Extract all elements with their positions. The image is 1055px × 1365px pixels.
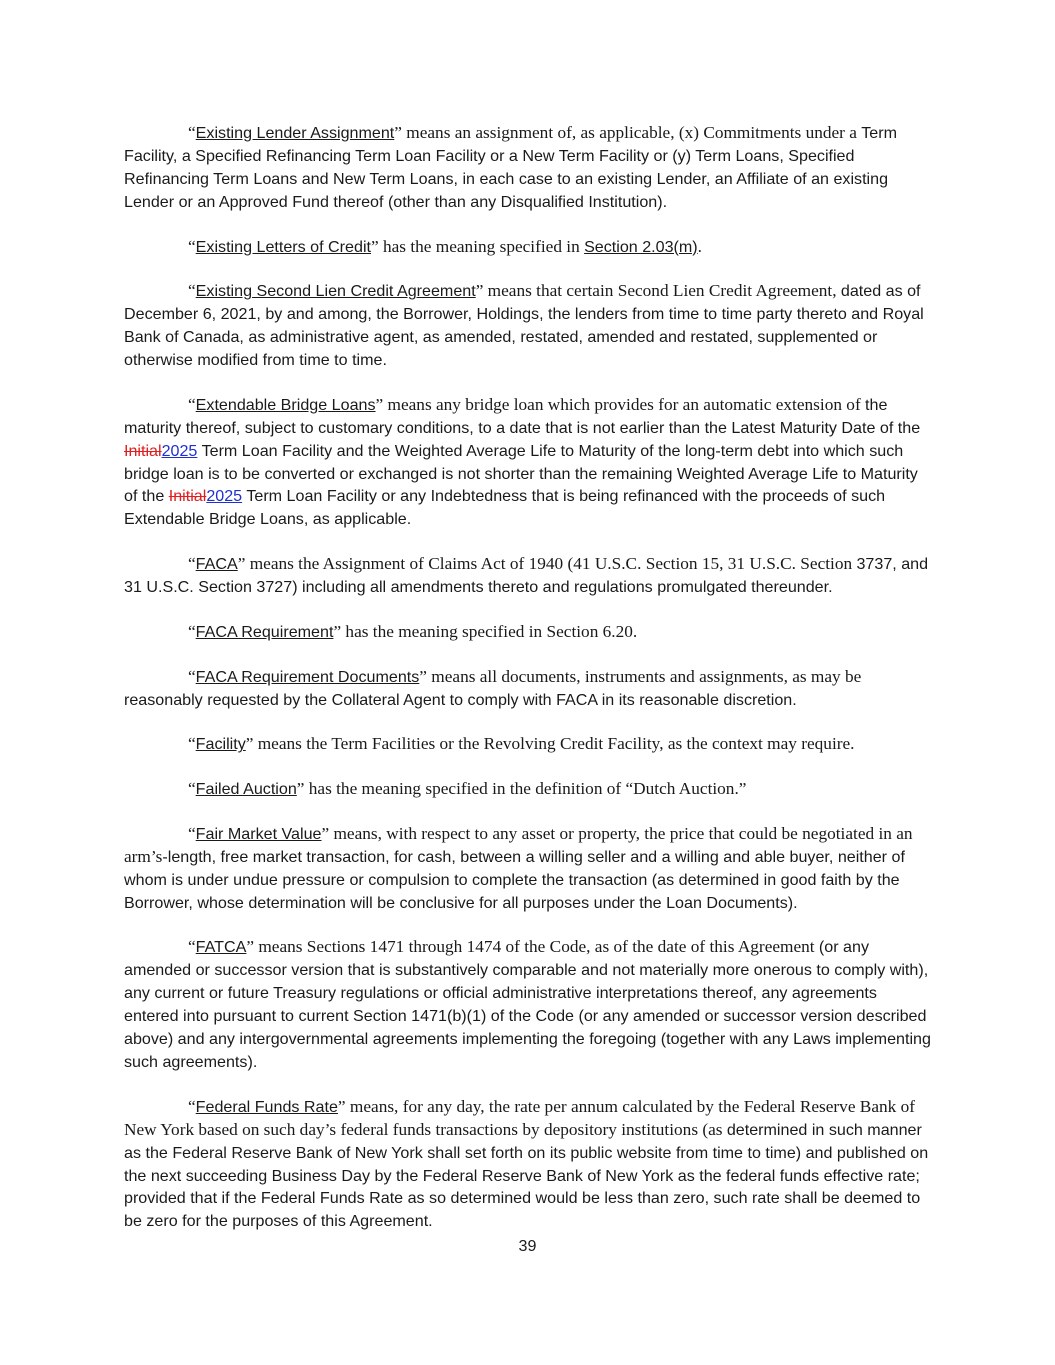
defined-term: Facility xyxy=(195,735,246,754)
open-quote: “ xyxy=(188,281,196,301)
open-quote: “ xyxy=(188,123,196,142)
definition-text: ” means the Assignment of Claims Act of 1940 (41 U.S.C. Section 15, 31 U.S.C. Section xyxy=(237,554,853,574)
definition-failed-auction xyxy=(124,778,932,801)
defined-term: FACA Requirement xyxy=(195,622,334,641)
defined-term: Existing Second Lien Credit Agreement xyxy=(195,282,476,301)
definition-faca-requirement xyxy=(124,621,932,644)
definition-text: ” means, with respect to any asset or property, the price that could be negotiated in an arm’s xyxy=(124,823,913,866)
definition-text-continued: Term Loan Facility or any Indebtedness that is being refinanced with the proceeds of such Extendable Bridge Loans, as applicable. xyxy=(124,487,886,529)
definition-text: ” means all documents, instruments and assignments, as may be xyxy=(419,666,862,686)
definition-facility xyxy=(124,733,932,756)
open-quote: “ xyxy=(188,937,196,957)
definition-text-continued: -length, free market transaction, for cash, between a willing seller and a willing and able buyer, neither of whom is under undue pressure or compulsion to complete the transaction (as determined in good faith by the Borrower, whose determination will be conclusive for all purposes under the Loan Documents). xyxy=(124,847,905,912)
open-quote: “ xyxy=(188,666,196,686)
open-quote: “ xyxy=(188,236,196,256)
definition-text: ” means the Term Facilities or the Revolving Credit Facility, as the context may require. xyxy=(245,734,855,754)
open-quote: “ xyxy=(188,621,196,641)
open-quote: “ xyxy=(188,394,196,414)
open-quote: “ xyxy=(188,554,196,574)
definition-text: ” means any bridge loan which provides for an automatic extension of xyxy=(375,394,861,414)
definition-text-continued: 3737, and 31 U.S.C. Section 3727) including all amendments thereto and regulations promulgated thereunder. xyxy=(124,555,929,597)
document-page xyxy=(124,122,932,1255)
defined-term: FACA Requirement Documents xyxy=(195,667,420,686)
open-quote: “ xyxy=(188,1096,196,1116)
deleted-text: Initial xyxy=(168,487,207,506)
inserted-text: 2025 xyxy=(161,441,198,460)
section-reference: Section 2.03(m) xyxy=(584,237,698,256)
definition-extendable-bridge-loans xyxy=(124,394,932,531)
open-quote: “ xyxy=(188,734,196,754)
definition-text-continued: (or any amended or successor version that is substantively comparable and not materially more onerous to comply with), any current or future Treasury regulations or official administrative interpretations thereof, any agreements entered into pursuant to current Section 1471(b)(1) of the Code (or any amended or successor version described above) and any intergovernmental agreements implementing the foregoing (together with any Laws implementing such agreements). xyxy=(124,938,931,1071)
definition-text-continued: reasonably requested by the Collateral Agent to comply with FACA in its reasonable discretion. xyxy=(124,690,797,709)
definition-fair-market-value xyxy=(124,823,932,915)
page-number: 39 xyxy=(518,1237,537,1255)
definition-text: ” means, for any day, the rate per annum calculated by the Federal Reserve Bank of New York based on such day’s federal funds transactions by depository institutions (as xyxy=(124,1096,916,1139)
definition-existing-lender-assignment xyxy=(124,122,932,214)
defined-term: Federal Funds Rate xyxy=(195,1097,338,1116)
defined-term: FATCA xyxy=(195,938,247,957)
defined-term: Existing Letters of Credit xyxy=(195,237,371,256)
definition-faca-requirement-documents xyxy=(124,666,932,712)
inserted-text: 2025 xyxy=(206,487,243,506)
definition-federal-funds-rate xyxy=(124,1096,932,1233)
definition-faca xyxy=(124,553,932,599)
definition-text-continued: Term Loan Facility and the Weighted Average Life to Maturity of the long-term debt into which such bridge loan is to be converted or exchanged is not shorter than the remaining Weighted Average Life to Maturity of the xyxy=(124,441,918,506)
defined-term: Extendable Bridge Loans xyxy=(195,395,376,414)
definition-existing-letters-of-credit xyxy=(124,236,932,259)
defined-term: Failed Auction xyxy=(195,780,297,799)
definition-text: ” has the meaning specified in the definition of “Dutch Auction.” xyxy=(296,779,747,799)
defined-term: Existing Lender Assignment xyxy=(195,124,395,142)
definition-text: ” has the meaning specified in xyxy=(371,236,585,256)
defined-term: Fair Market Value xyxy=(195,824,322,843)
definition-text: ” means Sections 1471 through 1474 of the Code, as of the date of this Agreement xyxy=(246,937,819,957)
definition-fatca xyxy=(124,936,932,1073)
definition-text-continued: determined in such manner as the Federal Reserve Bank of New York shall set forth on its public website from time to time) and published on the next succeeding Business Day by the Federal Reserve Bank of New York as the federal funds effective rate; provided that if the Federal Funds Rate as so determined would be less than zero, such rate shall be deemed to be zero for the purposes of this Agreement. xyxy=(124,1120,929,1231)
definition-text-continued: the maturity thereof, subject to customary conditions, to a date that is not earlier than the Latest Maturity Date of the xyxy=(124,395,921,437)
definition-text: ” means an assignment of, as applicable, (x) Commitments under a xyxy=(394,123,857,142)
definition-text-continued: dated as of December 6, 2021, by and among, the Borrower, Holdings, the lenders from time to time party thereto and Royal Bank of Canada, as administrative agent, as amended, restated, amended and restated, supplemented or otherwise modified from time to time. xyxy=(124,282,924,370)
defined-term: FACA xyxy=(195,555,238,574)
definition-text: ” has the meaning specified in Section 6.20. xyxy=(333,621,638,641)
definition-end: . xyxy=(697,236,702,256)
open-quote: “ xyxy=(188,823,196,843)
definition-existing-second-lien-credit-agreement xyxy=(124,280,932,372)
definition-text: ” means that certain Second Lien Credit Agreement, xyxy=(475,281,837,301)
definition-text-continued: Term Facility, a Specified Refinancing Term Loan Facility or a New Term Facility or (y) Term Loans, Specified Refinancing Term Loans and New Term Loans, in each case to an existing Lender, an Affiliate of an existing Lender or an Approved Fund thereof (other than any Disqualified Institution). xyxy=(124,124,898,211)
deleted-text: Initial xyxy=(124,441,162,460)
open-quote: “ xyxy=(188,779,196,799)
